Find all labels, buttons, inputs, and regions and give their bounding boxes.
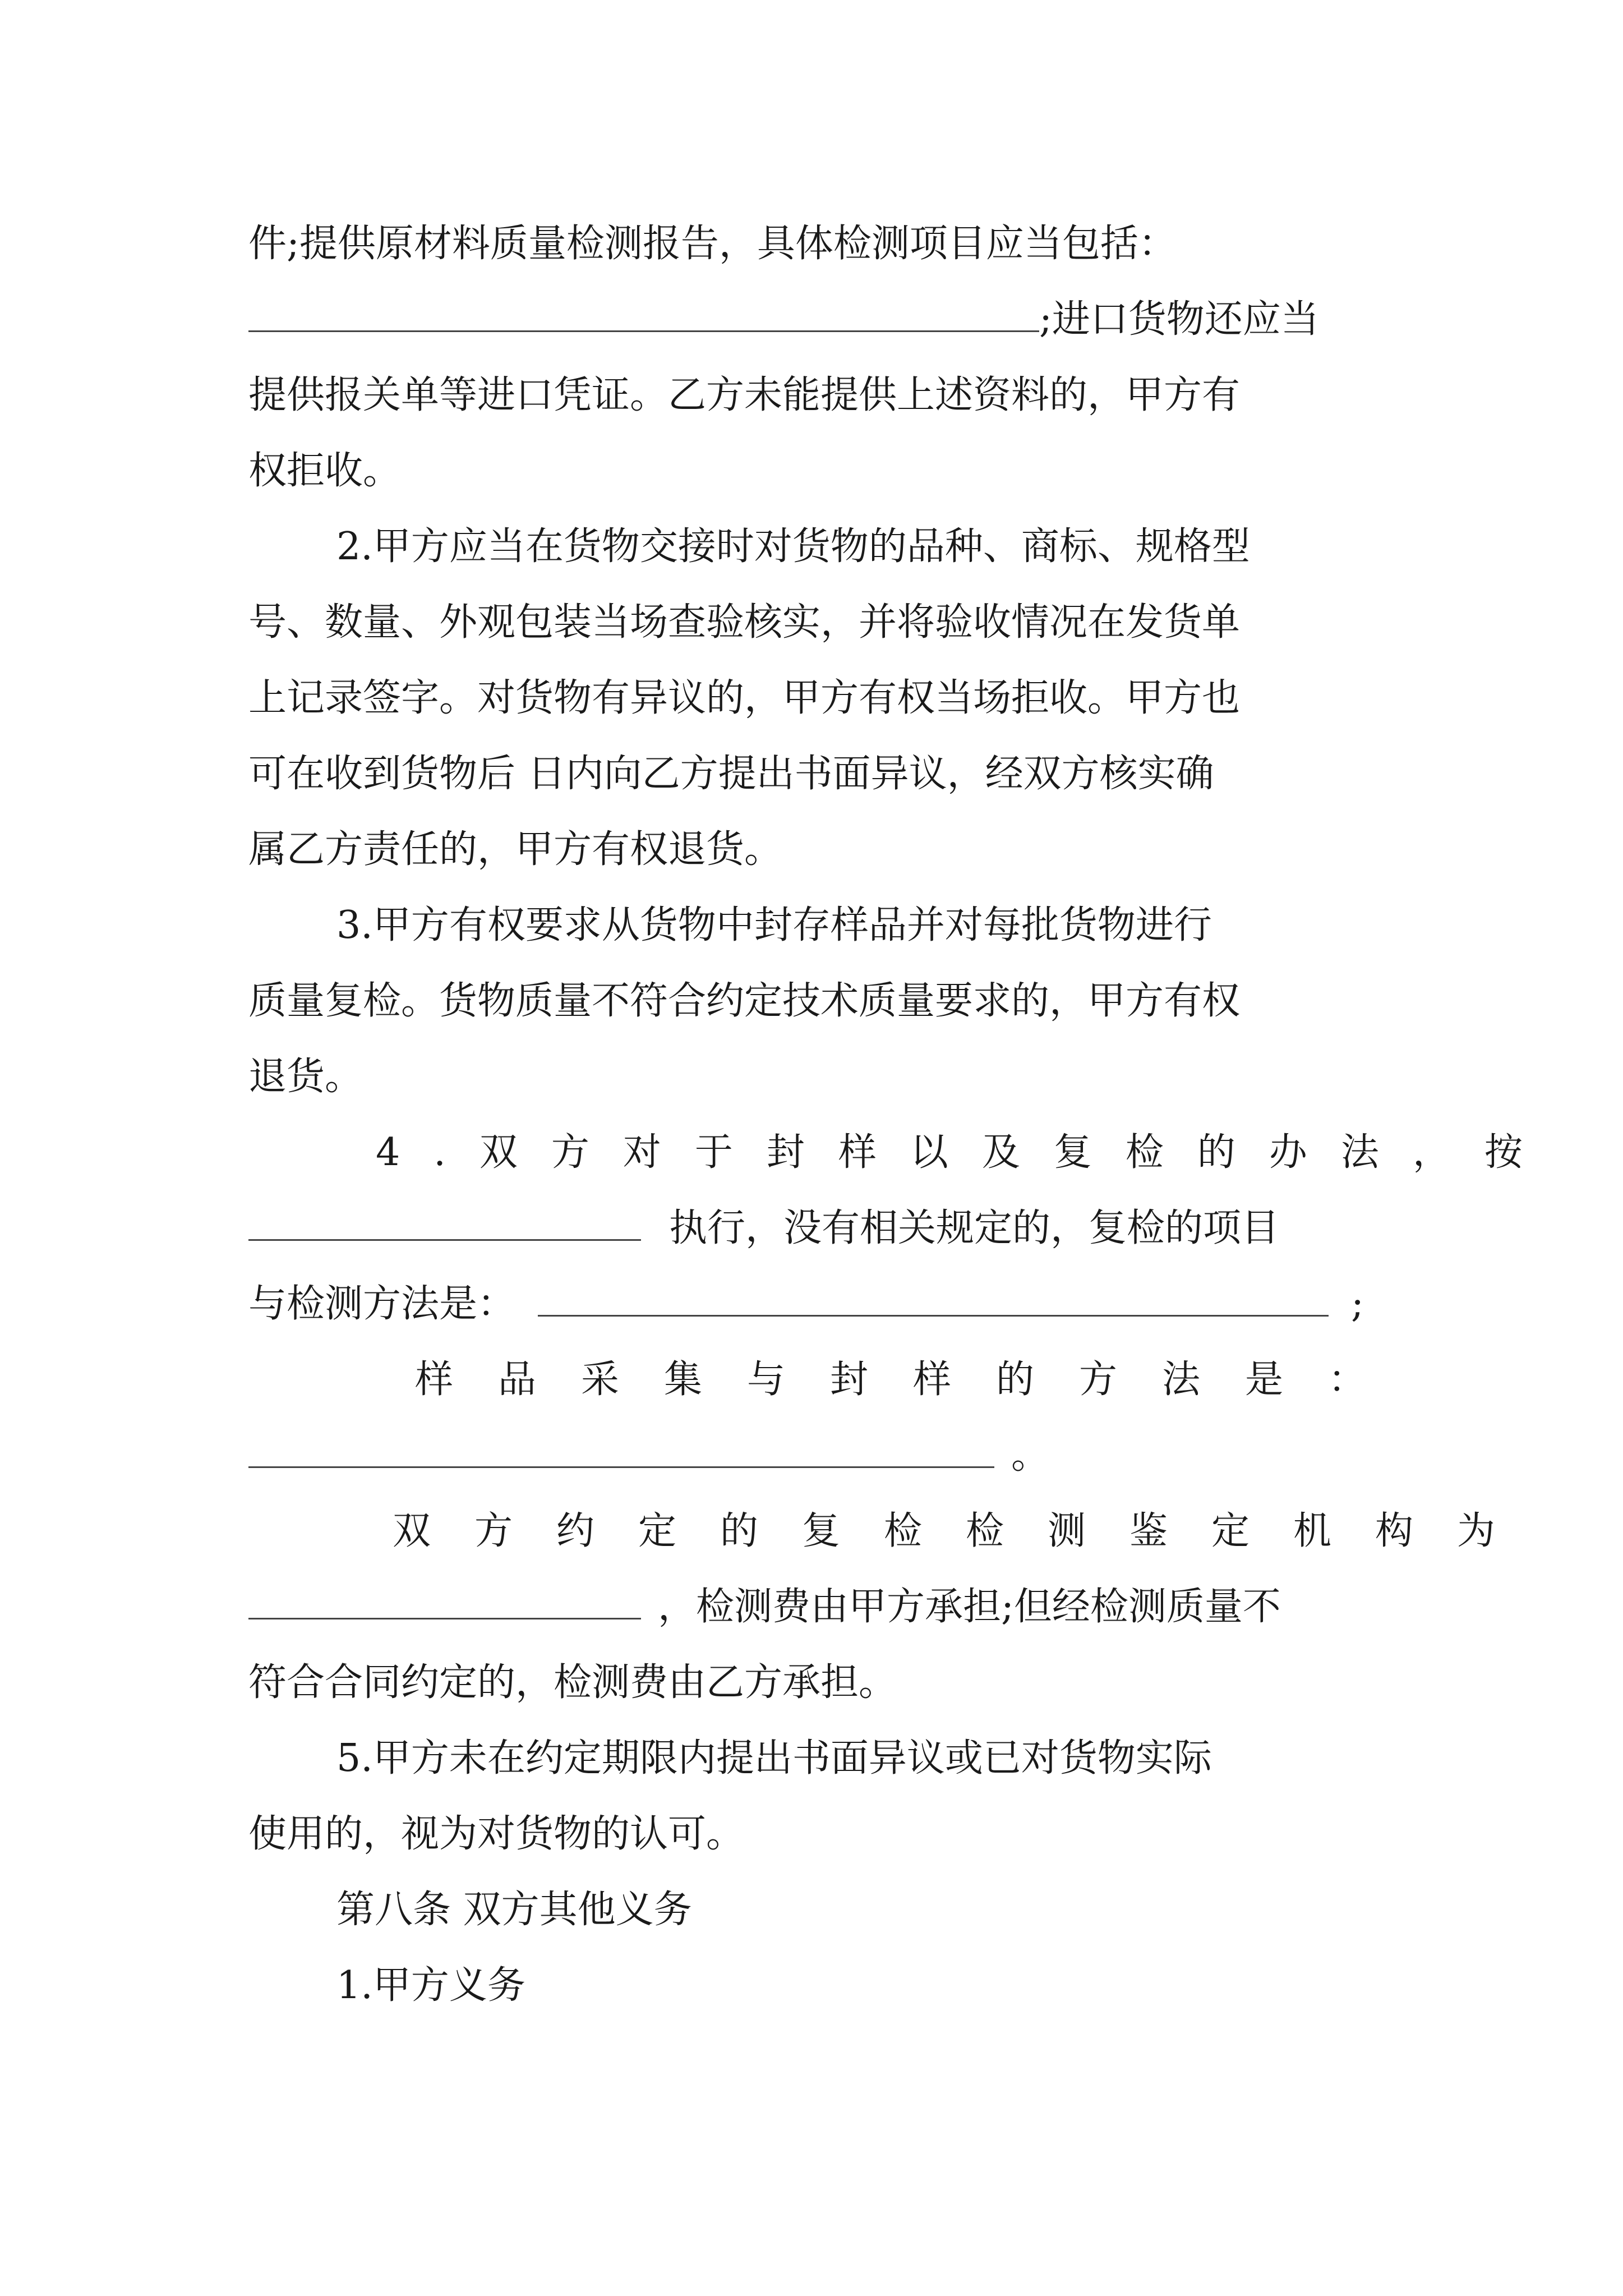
line-text: 执行，没有相关规定的，复检的项目 [669, 1206, 1280, 1250]
line-text: 件;提供原材料质量检测报告，具体检测项目应当包括： [248, 222, 1177, 266]
text-line [248, 670, 1240, 726]
text-line [248, 216, 1177, 272]
line-text: 提供报关单等进口凭证。乙方未能提供上述资料的，甲方有 [248, 373, 1241, 417]
text-line [248, 367, 1240, 424]
line-text: 质量复检。货物质量不符合约定技术质量要求的，甲方有权 [248, 979, 1241, 1023]
line-text: ;进口货物还应当 [1039, 297, 1319, 342]
text-line [248, 1428, 1049, 1484]
text-line [248, 443, 401, 499]
text-line [248, 1200, 1279, 1257]
line-text: 号、数量、外观包装当场查验核实，并将验收情况在发货单 [248, 600, 1241, 645]
line-text: 样品采集与封样的方法是： [415, 1358, 1412, 1402]
fill-in-blank [248, 297, 1039, 332]
text-line [336, 1731, 1212, 1787]
line-text: 符合合同约定的，检测费由乙方承担。 [248, 1660, 897, 1705]
line-text: 双方约定的复检检测鉴定机构为 [393, 1509, 1539, 1553]
text-line [336, 519, 1250, 575]
line-text: 使用的，视为对货物的认可。 [248, 1812, 745, 1856]
line-text: ，检测费由甲方承担;但经检测质量不 [658, 1585, 1281, 1629]
text-line [248, 1049, 363, 1105]
text-line [248, 973, 1240, 1029]
line-text: 属乙方责任的，甲方有权退货。 [248, 827, 783, 872]
text-line [248, 822, 782, 878]
text-line [336, 898, 1212, 954]
line-text: 第八条 双方其他义务 [336, 1888, 692, 1932]
line-text: ; [1351, 1282, 1364, 1326]
line-text: 可在收到货物后 日内向乙方提出书面异议，经双方核实确 [248, 752, 1214, 796]
text-line [248, 595, 1240, 651]
fill-in-blank [248, 1584, 641, 1619]
text-line [248, 746, 1214, 802]
text-line [248, 292, 1319, 348]
line-text: 2.甲方应当在货物交接时对货物的品种、商标、规格型 [336, 524, 1250, 569]
line-text: 与检测方法是： [248, 1282, 516, 1326]
line-text: 上记录签字。对货物有异议的，甲方有权当场拒收。甲方也 [248, 676, 1241, 720]
fill-in-blank [248, 1205, 641, 1241]
text-line [248, 1655, 897, 1711]
line-text: 5.甲方未在约定期限内提出书面异议或已对货物实际 [336, 1736, 1212, 1780]
line-text: 3.甲方有权要求从货物中封存样品并对每批货物进行 [336, 903, 1212, 947]
line-text: 权拒收。 [248, 449, 402, 493]
text-line [248, 1276, 1364, 1332]
subsection-heading [336, 1958, 525, 2014]
text-line [248, 1579, 1281, 1635]
text-line [393, 1503, 1539, 1559]
line-text: 。 [1011, 1433, 1050, 1478]
text-line [415, 1352, 1411, 1408]
fill-in-blank [538, 1281, 1329, 1317]
text-line [376, 1125, 1556, 1181]
section-heading [336, 1882, 692, 1938]
line-text: 1.甲方义务 [336, 1963, 525, 2008]
line-text: 4.双方对于封样以及复检的办法，按 [376, 1130, 1556, 1175]
fill-in-blank [248, 1433, 994, 1468]
line-text: 退货。 [248, 1055, 363, 1099]
text-line [248, 1806, 744, 1862]
